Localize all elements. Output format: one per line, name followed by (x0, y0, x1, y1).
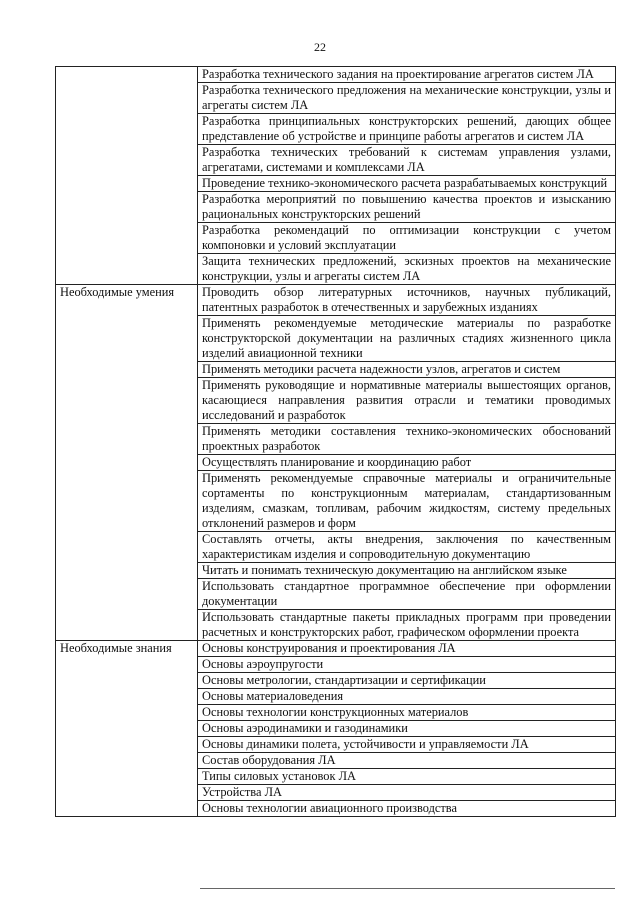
requirements-table (55, 66, 616, 817)
requirement-item: Проведение технико-экономического расчета разрабатываемых конструкций (198, 176, 616, 192)
requirement-item: Основы конструирования и проектирования ЛА (198, 641, 616, 657)
requirement-item: Применять методики расчета надежности узлов, агрегатов и систем (198, 362, 616, 378)
requirement-item: Использовать стандартные пакеты прикладных программ при проведении расчетных и конструкторских работ, графическом оформлении проекта (198, 610, 616, 641)
requirement-item: Применять руководящие и нормативные материалы вышестоящих органов, касающиеся направления развития отрасли и тематики проводимых исследований и разработок (198, 378, 616, 424)
requirement-item: Применять методики составления технико-экономических обоснований проектных разработок (198, 424, 616, 455)
table-row (56, 67, 616, 83)
page-number: 22 (314, 40, 326, 54)
requirement-item: Основы материаловедения (198, 689, 616, 705)
table-row (56, 285, 616, 316)
requirement-item: Использовать стандартное программное обеспечение при оформлении документации (198, 579, 616, 610)
requirement-item: Разработка технических требований к системам управления узлами, агрегатами, системами и комплексами ЛА (198, 145, 616, 176)
requirement-item: Применять рекомендуемые справочные материалы и ограничительные сортаменты по конструкционным материалам, стандартизованным изделиям, смазкам, топливам, рабочим жидкостям, систему предельных отклонений размеров и форм (198, 471, 616, 532)
requirement-item: Разработка рекомендаций по оптимизации конструкции с учетом компоновки и условий эксплуатации (198, 223, 616, 254)
requirement-item: Защита технических предложений, эскизных проектов на механические конструкции, узлы и агрегаты систем ЛА (198, 254, 616, 285)
requirement-item: Осуществлять планирование и координацию работ (198, 455, 616, 471)
section-label: Необходимые умения (60, 285, 175, 299)
requirement-item: Основы технологии авиационного производства (198, 801, 616, 817)
requirement-item: Применять рекомендуемые методические материалы по разработке конструкторской документации на различных стадиях жизненного цикла изделий авиационной техники (198, 316, 616, 362)
requirement-item: Разработка технического задания на проектирование агрегатов систем ЛА (198, 67, 616, 83)
table-row (56, 641, 616, 657)
section-label-cell (56, 285, 198, 641)
requirement-item: Разработка технического предложения на механические конструкции, узлы и агрегаты систем ЛА (198, 83, 616, 114)
requirement-item: Состав оборудования ЛА (198, 753, 616, 769)
requirement-item: Основы технологии конструкционных материалов (198, 705, 616, 721)
requirement-item: Основы аэроупругости (198, 657, 616, 673)
section-label-cell (56, 641, 198, 817)
requirements-table-body (56, 67, 616, 817)
requirement-item: Разработка мероприятий по повышению качества проектов и изысканию рациональных конструкторских решений (198, 192, 616, 223)
requirement-item: Устройства ЛА (198, 785, 616, 801)
requirement-item: Типы силовых установок ЛА (198, 769, 616, 785)
requirement-item: Разработка принципиальных конструкторских решений, дающих общее представление об устройстве и принципе работы агрегатов и систем ЛА (198, 114, 616, 145)
section-label-cell (56, 67, 198, 285)
section-label: Необходимые знания (60, 641, 172, 655)
bottom-rule (200, 888, 615, 889)
requirement-item: Основы аэродинамики и газодинамики (198, 721, 616, 737)
requirement-item: Читать и понимать техническую документацию на английском языке (198, 563, 616, 579)
requirement-item: Основы метрологии, стандартизации и сертификации (198, 673, 616, 689)
requirement-item: Основы динамики полета, устойчивости и управляемости ЛА (198, 737, 616, 753)
requirement-item: Проводить обзор литературных источников, научных публикаций, патентных разработок в отечественных и зарубежных изданиях (198, 285, 616, 316)
requirement-item: Составлять отчеты, акты внедрения, заключения по качественным характеристикам изделия и сопроводительную документацию (198, 532, 616, 563)
